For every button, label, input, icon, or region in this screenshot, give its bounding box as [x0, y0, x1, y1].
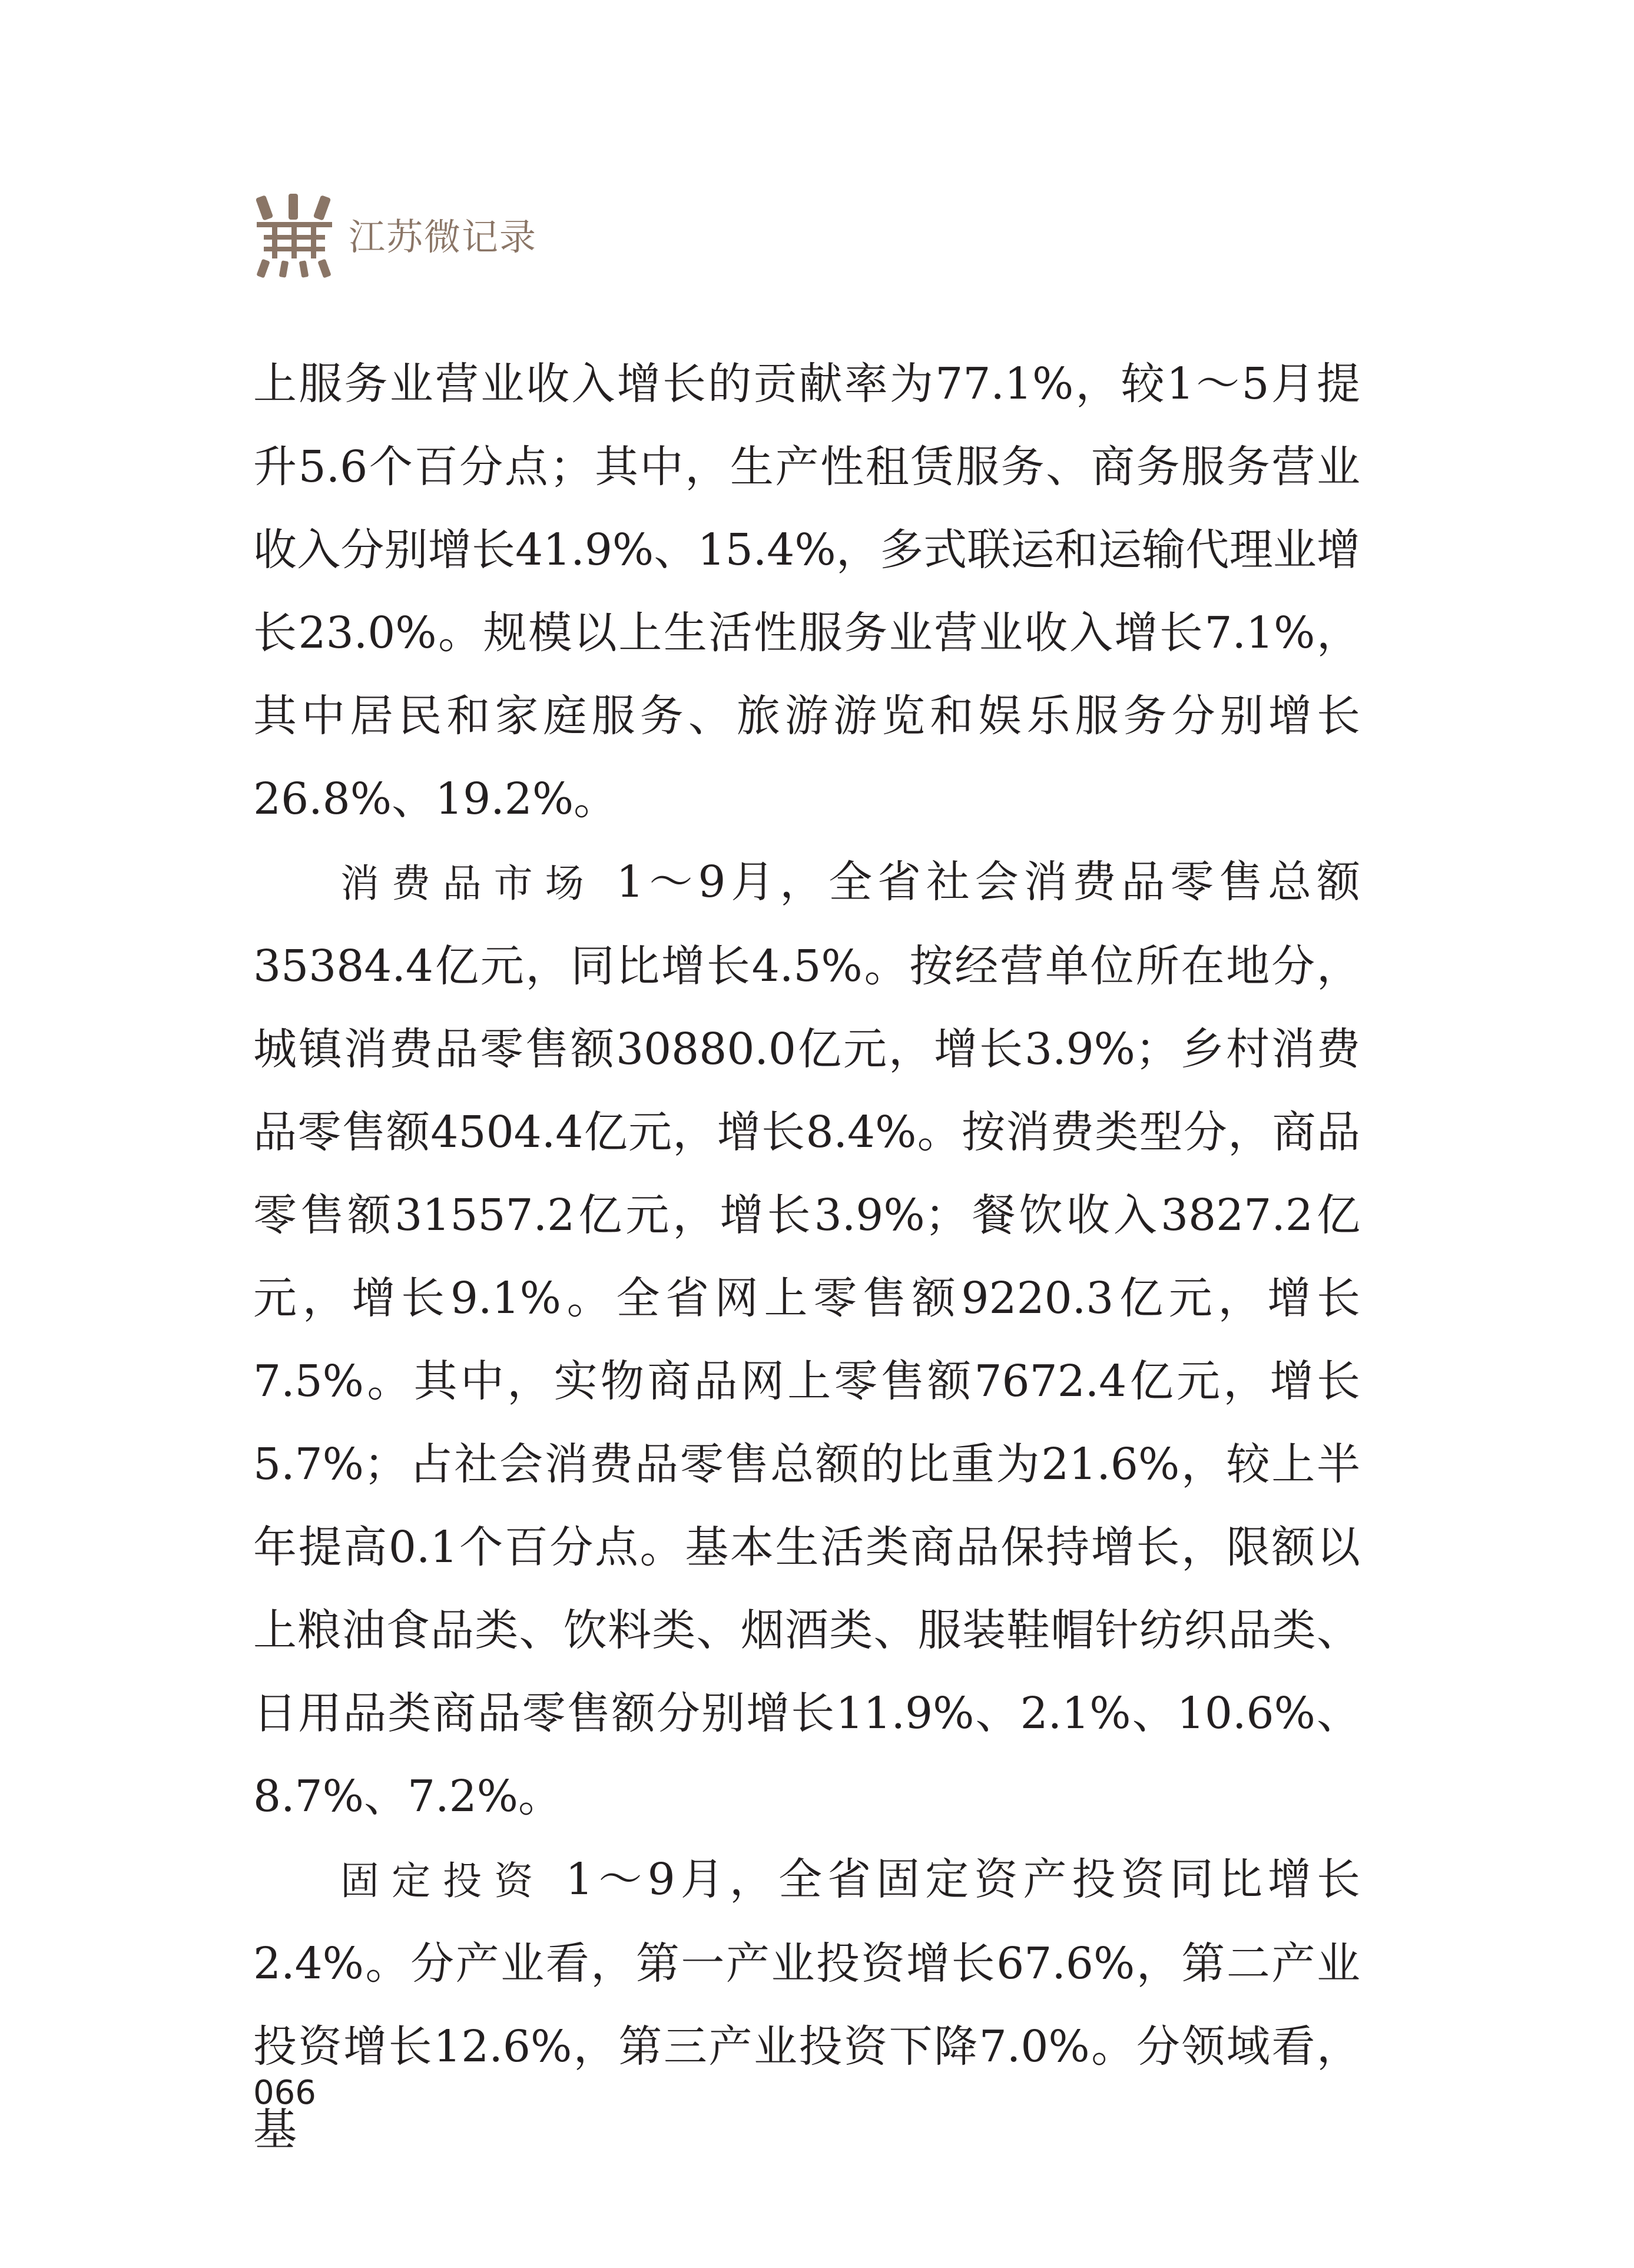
paragraph-services: 上服务业营业收入增长的贡献率为77.1%，较1～5月提升5.6个百分点；其中，生产性租赁服务、商务服务营业收入分别增长41.9%、15.4%，多式联运和运输代理业增长23.0%。规模以上生活性服务业营业收入增长7.1%，其中居民和家庭服务、旅游游览和娱乐服务分别增长26.8%、19.2%。: [253, 359, 1360, 824]
header-title: 江苏微记录: [349, 215, 538, 258]
jiangsu-logo-icon: [253, 191, 336, 280]
section-lead-consumer-market: 消费品市场: [340, 861, 596, 906]
page-number: 066: [253, 2074, 316, 2112]
paragraph-consumer-market-text: 1～9月，全省社会消费品零售总额35384.4亿元，同比增长4.5%。按经营单位所在地分，城镇消费品零售额30880.0亿元，增长3.9%；乡村消费品零售额4504.4亿元，增长8.4%。按消费类型分，商品零售额31557.2亿元，增长3.9%；餐饮收入3827.2亿元，增长9.1%。全省网上零售额9220.3亿元，增长7.5%。其中，实物商品网上零售额7672.4亿元，增长5.7%；占社会消费品零售总额的比重为21.6%，较上半年提高0.1个百分点。基本生活类商品保持增长，限额以上粮油食品类、饮料类、烟酒类、服装鞋帽针纺织品类、日用品类商品零售额分别增长11.9%、2.1%、10.6%、8.7%、7.2%。: [253, 857, 1361, 1822]
paragraph-fixed-investment-text: 1～9月，全省固定资产投资同比增长2.4%。分产业看，第一产业投资增长67.6%，第二产业投资增长12.6%，第三产业投资下降7.0%。分领域看，基: [253, 1854, 1360, 2155]
running-header: [253, 188, 537, 283]
paragraph-fixed-investment: [253, 1838, 1360, 2171]
paragraph-consumer-market: [253, 841, 1360, 1838]
section-lead-fixed-investment: 固定投资: [340, 1858, 546, 1904]
article-body: [253, 343, 1360, 2171]
